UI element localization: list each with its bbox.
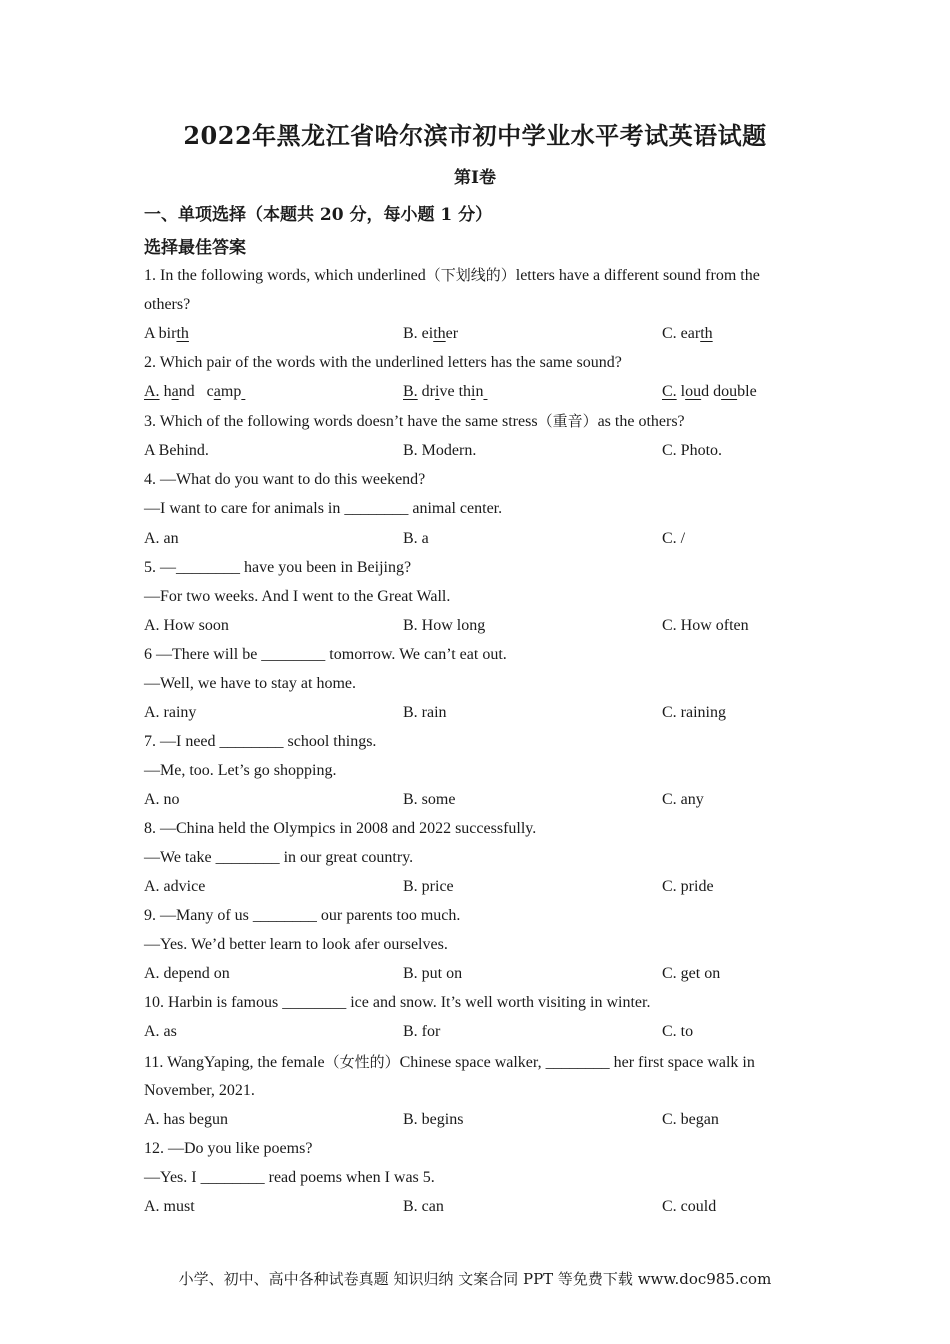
question-8-line-1: 8. —China held the Olympics in 2008 and 2022 successfully. xyxy=(144,820,537,837)
q6-option-b[interactable]: B. rain xyxy=(403,704,447,721)
q3-option-a[interactable]: A Behind. xyxy=(144,442,209,459)
q2-option-b[interactable]: B. drive thin xyxy=(403,383,484,400)
q7-option-b[interactable]: B. some xyxy=(403,791,456,808)
q6-option-c[interactable]: C. raining xyxy=(662,704,726,721)
question-5-line-2: —For two weeks. And I went to the Great Wall. xyxy=(144,588,451,605)
question-6-line-2: —Well, we have to stay at home. xyxy=(144,675,356,692)
question-12-line-2: —Yes. I ________ read poems when I was 5. xyxy=(144,1169,435,1186)
question-1-stem: 1. In the following words, which underlined（下划线的）letters have a different sound from the xyxy=(144,266,760,284)
q7-option-c[interactable]: C. any xyxy=(662,791,704,808)
q6-option-a[interactable]: A. rainy xyxy=(144,704,197,721)
q4-option-a[interactable]: A. an xyxy=(144,530,179,547)
question-10-line-1: 10. Harbin is famous ________ ice and snow. It’s well worth visiting in winter. xyxy=(144,994,651,1011)
q3-option-b[interactable]: B. Modern. xyxy=(403,442,477,459)
volume-heading: 第I卷 xyxy=(454,168,496,188)
question-2-stem: 2. Which pair of the words with the underlined letters has the same sound? xyxy=(144,354,622,371)
question-8-line-2: —We take ________ in our great country. xyxy=(144,849,414,866)
q3-option-c[interactable]: C. Photo. xyxy=(662,442,723,459)
q5-option-a[interactable]: A. How soon xyxy=(144,617,229,634)
q1-option-c[interactable]: C. earth xyxy=(662,325,713,342)
question-4-line-2: —I want to care for animals in ________ animal center. xyxy=(144,500,503,517)
q4-option-c[interactable]: C. / xyxy=(662,530,686,547)
q5-option-c[interactable]: C. How often xyxy=(662,617,749,634)
question-9-line-1: 9. —Many of us ________ our parents too much. xyxy=(144,907,461,924)
page-footer: 小学、初中、高中各种试卷真题 知识归纳 文案合同 PPT 等免费下载 www.doc985.com xyxy=(178,1270,772,1288)
q5-option-b[interactable]: B. How long xyxy=(403,617,486,634)
question-6-line-1: 6 —There will be ________ tomorrow. We can’t eat out. xyxy=(144,646,507,663)
question-4-line-1: 4. —What do you want to do this weekend? xyxy=(144,471,426,488)
q9-option-c[interactable]: C. get on xyxy=(662,965,721,982)
q9-option-a[interactable]: A. depend on xyxy=(144,965,230,982)
instruction: 选择最佳答案 xyxy=(144,238,246,258)
q7-option-a[interactable]: A. no xyxy=(144,791,180,808)
q8-option-b[interactable]: B. price xyxy=(403,878,454,895)
question-1-stem-cont: others? xyxy=(144,296,191,313)
q10-option-c[interactable]: C. to xyxy=(662,1023,694,1040)
section-heading: 一、单项选择（本题共 20 分，每小题 1 分） xyxy=(144,205,493,225)
question-9-line-2: —Yes. We’d better learn to look afer ourselves. xyxy=(144,936,448,953)
q2-option-c[interactable]: C. loud double xyxy=(662,383,757,400)
q11-option-a[interactable]: A. has begun xyxy=(144,1111,228,1128)
q12-option-a[interactable]: A. must xyxy=(144,1198,195,1215)
page-title: 2022年黑龙江省哈尔滨市初中学业水平考试英语试题 xyxy=(183,121,767,150)
q2-option-a[interactable]: A. hand camp xyxy=(144,383,242,400)
q1-option-b[interactable]: B. either xyxy=(403,325,459,342)
q10-option-a[interactable]: A. as xyxy=(144,1023,177,1040)
question-11-line-1: 11. WangYaping, the female（女性的）Chinese space walker, ________ her first space walk in xyxy=(144,1053,755,1071)
question-3-stem: 3. Which of the following words doesn’t have the same stress（重音）as the others? xyxy=(144,412,685,430)
q8-option-a[interactable]: A. advice xyxy=(144,878,206,895)
q11-option-b[interactable]: B. begins xyxy=(403,1111,464,1128)
question-11-line-2: November, 2021. xyxy=(144,1082,255,1099)
q4-option-b[interactable]: B. a xyxy=(403,530,429,547)
question-5-line-1: 5. —________ have you been in Beijing? xyxy=(144,559,412,576)
q12-option-b[interactable]: B. can xyxy=(403,1198,444,1215)
question-12-line-1: 12. —Do you like poems? xyxy=(144,1140,313,1157)
q11-option-c[interactable]: C. began xyxy=(662,1111,719,1128)
q10-option-b[interactable]: B. for xyxy=(403,1023,441,1040)
q12-option-c[interactable]: C. could xyxy=(662,1198,717,1215)
q9-option-b[interactable]: B. put on xyxy=(403,965,463,982)
question-7-line-1: 7. —I need ________ school things. xyxy=(144,733,377,750)
q8-option-c[interactable]: C. pride xyxy=(662,878,714,895)
q1-option-a[interactable]: A birth xyxy=(144,325,189,342)
question-7-line-2: —Me, too. Let’s go shopping. xyxy=(144,762,337,779)
